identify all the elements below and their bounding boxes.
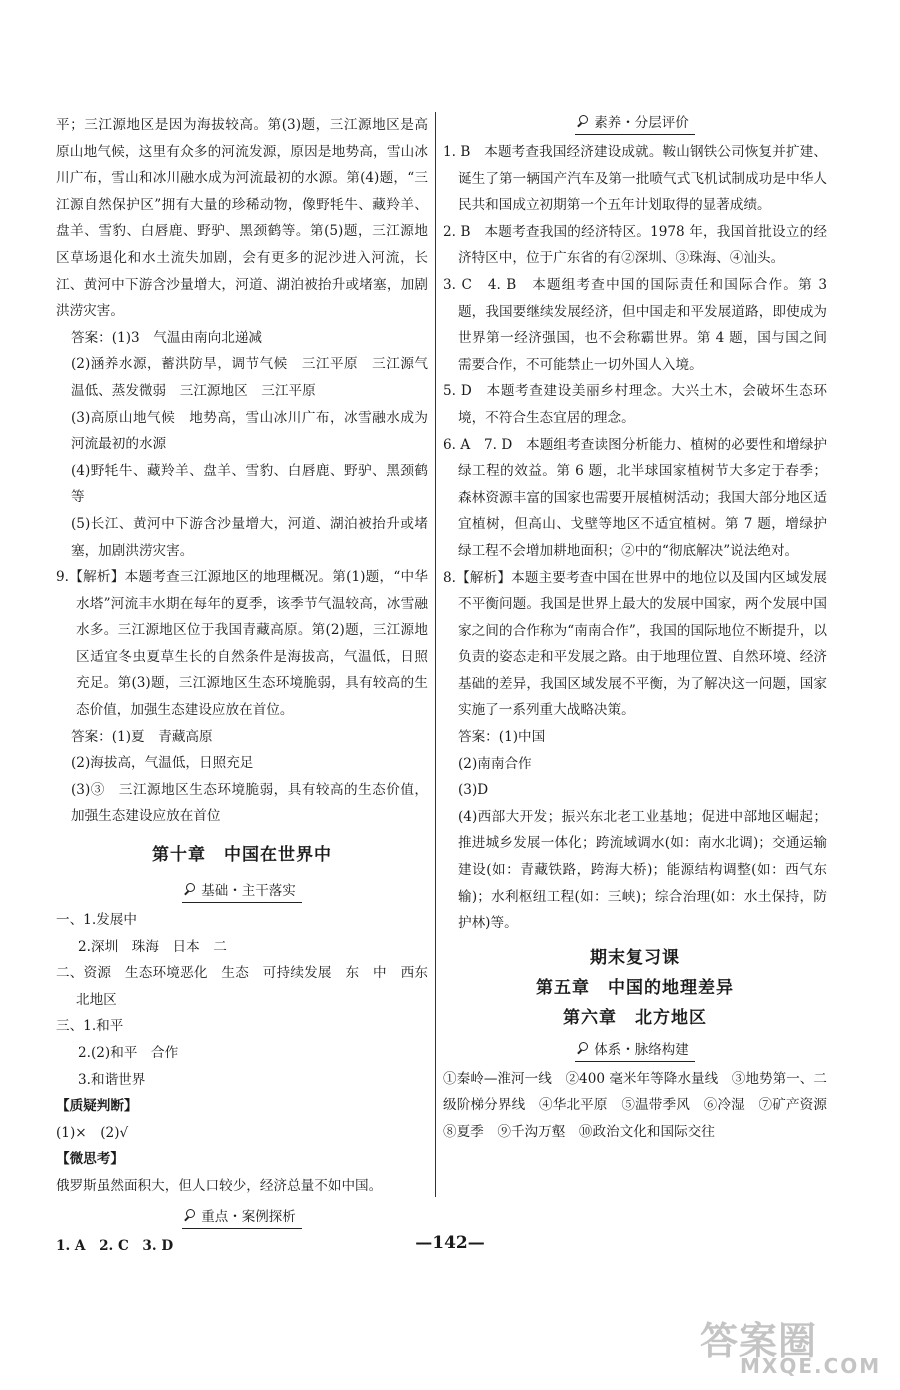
magnifier-icon	[577, 115, 591, 129]
answer-8-part-2: (2)南南合作	[458, 755, 532, 772]
magnifier-icon	[577, 1042, 591, 1056]
watermark-url: MXQE.COM	[740, 1354, 882, 1378]
q9-answer-3: (3)③ 三江源地区生态环境脆弱，具有较高的生态价值，加强生态建设应放在首位	[71, 781, 428, 825]
review-title: 期末复习课	[590, 947, 680, 968]
answer-5: 5. D 本题考查建设美丽乡村理念。大兴土木，会破坏生态环境，不符合生态宜居的理念。	[443, 383, 827, 426]
magnifier-icon	[184, 883, 198, 897]
q9-answer-2: (2)海拔高，气温低，日照充足	[71, 755, 254, 772]
chapter-5-title: 第五章 中国的地理差异	[536, 977, 734, 998]
column-divider	[435, 112, 436, 1197]
q8-answer-2: (2)涵养水源，蓄洪防旱，调节气候 三江平原 三江源气温低、蒸发微弱 三江源地区 三江平原	[71, 356, 428, 399]
chapter-6-title: 第六章 北方地区	[563, 1007, 707, 1028]
basic-item-4: 三、1.和平	[56, 1018, 124, 1035]
q8-explanation: 平；三江源地区是因为海拔较高。第(3)题，三江源地区是高原山地气候，这里有众多的河流发源，原因是地势高，雪山冰川广布，雪山和冰川融水成为河流最初的水源。第(4)题，“三江源自然保护区”拥有大量的珍稀动物，像野牦牛、藏羚羊、盘羊、雪豹、白唇鹿、野驴、黑颈鹤等。第(5)题，三江源地区草场退化和水土流失加剧，会有更多的泥沙进入河流，长江、黄河中下游含沙量增大，河道、湖泊被抬升或堵塞，加剧洪涝灾害。	[56, 117, 428, 320]
answer-8-explanation: 8.【解析】本题主要考查中国在世界中的地位以及国内区域发展不平衡问题。我国是世界上最大的发展中国家，两个发展中国家之间的合作称为“南南合作”，我国的国际地位不断提升，以负责的姿态走和平发展之路。由于地理位置、自然环境、经济基础的差异，我国区域发展不平衡，为了解决这一问题，国家实施了一系列重大战略决策。	[443, 569, 827, 719]
q9-answer-1: 答案：(1)夏 青藏高原	[71, 728, 213, 745]
chapter-10-title: 第十章 中国在世界中	[152, 845, 332, 866]
q8-answer-5: (5)长江、黄河中下游含沙量增大，河道、湖泊被抬升或堵塞，加剧洪涝灾害。	[71, 515, 428, 559]
tixi-answers: ①秦岭—淮河一线 ②400 毫米年等降水量线 ③地势第一、二级阶梯分界线 ④华北平原 ⑤温带季风 ⑥冷湿 ⑦矿产资源 ⑧夏季 ⑨千沟万壑 ⑩政治文化和国际交往	[443, 1070, 841, 1140]
basic-item-5: 2.(2)和平 合作	[78, 1045, 179, 1061]
answer-1: 1. B 本题考查我国经济建设成就。鞍山钢铁公司恢复并扩建、诞生了第一辆国产汽车及第一批喷气式飞机试制成功是中华人民共和国成立初期第一个五年计划取得的显著成绩。	[443, 144, 827, 214]
left-column	[56, 112, 428, 1259]
weisikao-answer: 俄罗斯虽然面积大，但人口较少，经济总量不如中国。	[56, 1177, 383, 1194]
answer-8-part-1: 答案：(1)中国	[458, 729, 546, 746]
answer-8-part-4: (4)西部大开发；振兴东北老工业基地；促进中部地区崛起；推进城乡发展一体化；跨流域调水(如：南水北调)；交通运输建设(如：青藏铁路，跨海大桥)；能源结构调整(如：西气东输)；水利枢纽工程(如：三峡)；综合治理(如：水土保持，防护林)等。	[458, 808, 827, 932]
watermark-text: 答案圈	[700, 1319, 818, 1363]
q9-explanation: 9.【解析】本题考查三江源地区的地理概况。第(1)题，“中华水塔”河流丰水期在每年的夏季，该季节气温较高，冰雪融水多。三江源地区位于我国青藏高原。第(2)题，三江源地区适宜冬虫夏草生长的自然条件是海拔高，气温低，日照充足。第(3)题，三江源地区生态环境脆弱，具有较高的生态价值，加强生态建设应放在首位。	[56, 569, 428, 719]
zhiyi-answer: (1)× (2)√	[56, 1124, 129, 1141]
basic-item-3: 二、资源 生态环境恶化 生态 可持续发展 东 中 西东北地区	[56, 965, 428, 1008]
section-jichu	[56, 880, 428, 903]
section-tixi-label: 体系・脉络构建	[594, 1041, 689, 1058]
right-column	[443, 112, 841, 1146]
section-suyang	[443, 112, 827, 135]
q8-answer-4: (4)野牦牛、藏羚羊、盘羊、雪豹、白唇鹿、野驴、黑颈鹤等	[71, 462, 428, 506]
answer-3-4: 3. C 4. B 本题组考查中国的国际责任和国际合作。第 3 题，我国要继续发展经济，但中国走和平发展道路，即使成为世界第一经济强国，也不会称霸世界。第 4 题，国与国之间需要合作，不可能禁止一切外国人入境。	[443, 276, 827, 373]
q8-answer-1: 答案：(1)3 气温由南向北递减	[71, 329, 263, 346]
page-number: —142—	[415, 1233, 485, 1253]
basic-item-1: 一、1.发展中	[56, 912, 137, 929]
magnifier-icon	[184, 1209, 198, 1223]
watermark-logo	[700, 1310, 890, 1380]
answer-2: 2. B 本题考查我国的经济特区。1978 年，我国首批设立的经济特区中，位于广东省的有②深圳、③珠海、④汕头。	[443, 223, 827, 267]
q8-answer-3: (3)高原山地气候 地势高，雪山冰川广布，冰雪融水成为河流最初的水源	[71, 409, 428, 453]
answer-6-7: 6. A 7. D 本题组考查读图分析能力、植树的必要性和增绿护绿工程的效益。第 6 题，北半球国家植树节大多定于春季；森林资源丰富的国家也需要开展植树活动；我国大部分地区适宜植树，但高山、戈壁等地区不适宜植树。第 7 题，增绿护绿工程不会增加耕地面积；②中的“彻底解决”说法绝对。	[443, 436, 827, 559]
section-suyang-label: 素养・分层评价	[594, 115, 689, 131]
section-zhongdian-label: 重点・案例探析	[201, 1208, 296, 1225]
section-tixi	[443, 1039, 827, 1062]
basic-item-2: 2.深圳 珠海 日本 二	[78, 938, 227, 955]
answer-8-part-3: (3)D	[458, 782, 489, 799]
section-jichu-label: 基础・主干落实	[201, 883, 296, 900]
weisikao-title: 【微思考】	[56, 1151, 124, 1168]
basic-item-6: 3.和谐世界	[78, 1071, 146, 1088]
zhiyi-title: 【质疑判断】	[56, 1098, 138, 1115]
zhongdian-answers: 1. A 2. C 3. D	[56, 1237, 174, 1254]
section-zhongdian	[56, 1206, 428, 1229]
